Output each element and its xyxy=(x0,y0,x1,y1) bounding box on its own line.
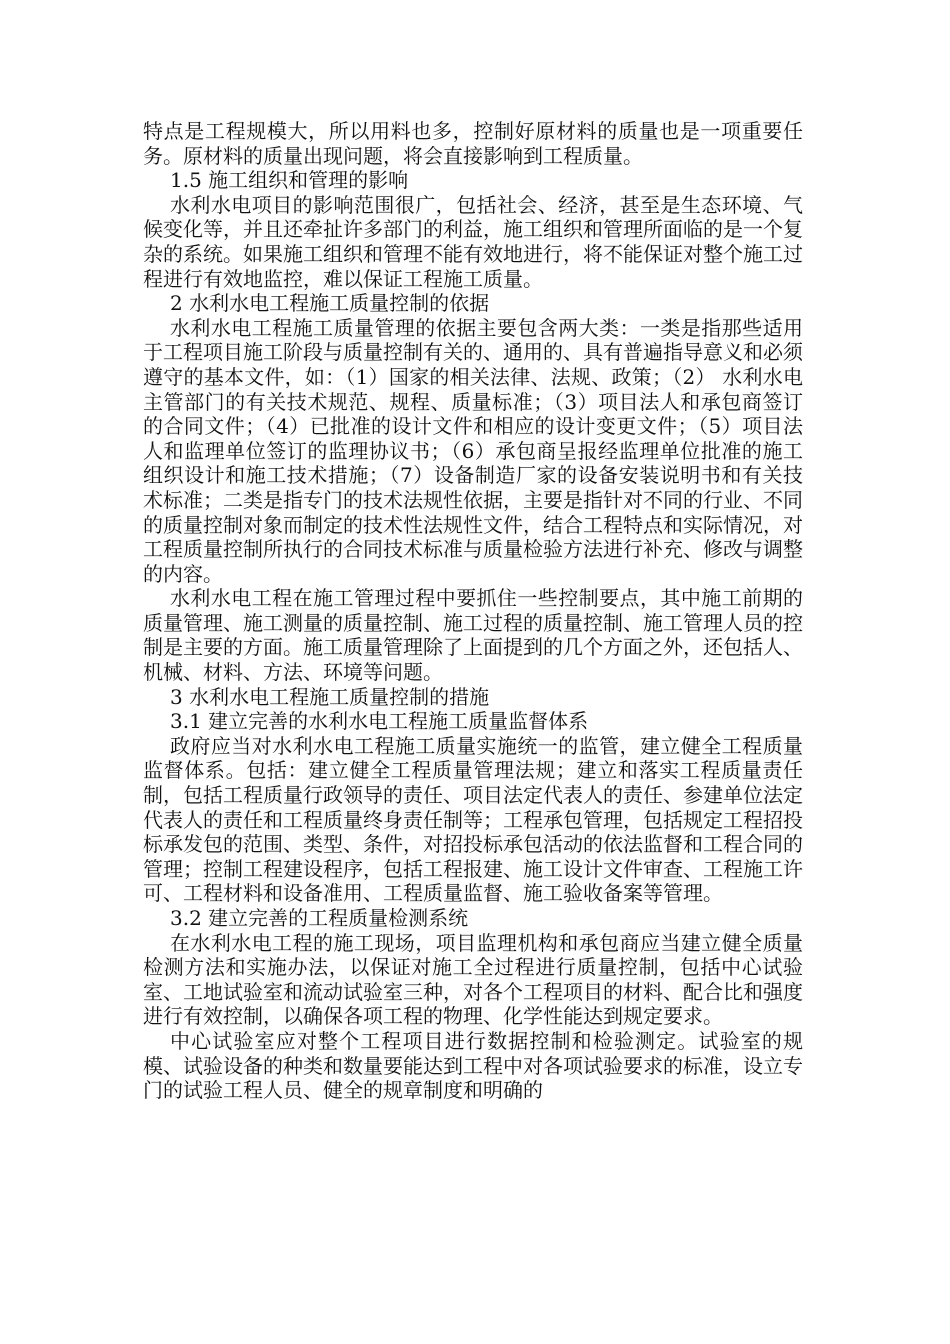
document-body xyxy=(143,119,803,1103)
paragraph: 水利水电项目的影响范围很广，包括社会、经济，甚至是生态环境、气候变化等，并且还牵扯许多部门的利益，施工组织和管理所面临的是一个复杂的系统。如果施工组织和管理不能有效地进行，将不能保证对整个施工过程进行有效地监控，难以保证工程施工质量。 xyxy=(143,192,803,291)
section-heading-2: 2 水利水电工程施工质量控制的依据 xyxy=(170,291,490,316)
section-heading-3-1: 3.1 建立完善的水利水电工程施工质量监督体系 xyxy=(170,709,589,734)
paragraph-continued: 特点是工程规模大，所以用料也多，控制好原材料的质量也是一项重要任务。原材料的质量出现问题，将会直接影响到工程质量。 xyxy=(143,119,803,168)
paragraph: 中心试验室应对整个工程项目进行数据控制和检验测定。试验室的规模、试验设备的种类和数量要能达到工程中对各项试验要求的标准，设立专门的试验工程人员、健全的规章制度和明确的 xyxy=(143,1028,803,1103)
paragraph: 政府应当对水利水电工程施工质量实施统一的监管，建立健全工程质量监督体系。包括：建立健全工程质量管理法规；建立和落实工程质量责任制，包括工程质量行政领导的责任、项目法定代表人的责任、参建单位法定代表人的责任和工程质量终身责任制等；工程承包管理，包括规定工程招投标承发包的范围、类型、条件，对招投标承包活动的依法监督和工程合同的管理；控制工程建设程序，包括工程报建、施工设计文件审查、工程施工许可、工程材料和设备准用、工程质量监督、施工验收备案等管理。 xyxy=(143,733,803,906)
section-heading-1-5: 1.5 施工组织和管理的影响 xyxy=(170,168,409,193)
section-heading-3-2: 3.2 建立完善的工程质量检测系统 xyxy=(170,906,469,930)
paragraph: 水利水电工程在施工管理过程中要抓住一些控制要点，其中施工前期的质量管理、施工测量的质量控制、施工过程的质量控制、施工管理人员的控制是主要的方面。施工质量管理除了上面提到的几个方面之外，还包括人、机械、材料、方法、环境等问题。 xyxy=(143,586,803,685)
paragraph: 在水利水电工程的施工现场，项目监理机构和承包商应当建立健全质量检测方法和实施办法，以保证对施工全过程进行质量控制，包括中心试验室、工地试验室和流动试验室三种，对各个工程项目的材料、配合比和强度进行有效控制，以确保各项工程的物理、化学性能达到规定要求。 xyxy=(143,930,803,1029)
paragraph: 水利水电工程施工质量管理的依据主要包含两大类：一类是指那些适用于工程项目施工阶段与质量控制有关的、通用的、具有普遍指导意义和必须遵守的基本文件，如：（1）国家的相关法律、法规、政策；（2） 水利水电主管部门的有关技术规范、规程、质量标准；（3）项目法人和承包商签订的合同文件；（4）已批准的设计文件和相应的设计变更文件；（5）项目法人和监理单位签订的监理协议书；（6）承包商呈报经监理单位批准的施工组织设计和施工技术措施；（7）设备制造厂家的设备安装说明书和有关技术标准；二类是指专门的技术法规性依据，主要是指针对不同的行业、不同的质量控制对象而制定的技术性法规性文件，结合工程特点和实际情况，对工程质量控制所执行的合同技术标准与质量检验方法进行补充、修改与调整的内容。 xyxy=(143,315,803,586)
section-heading-3: 3 水利水电工程施工质量控制的措施 xyxy=(170,684,490,709)
